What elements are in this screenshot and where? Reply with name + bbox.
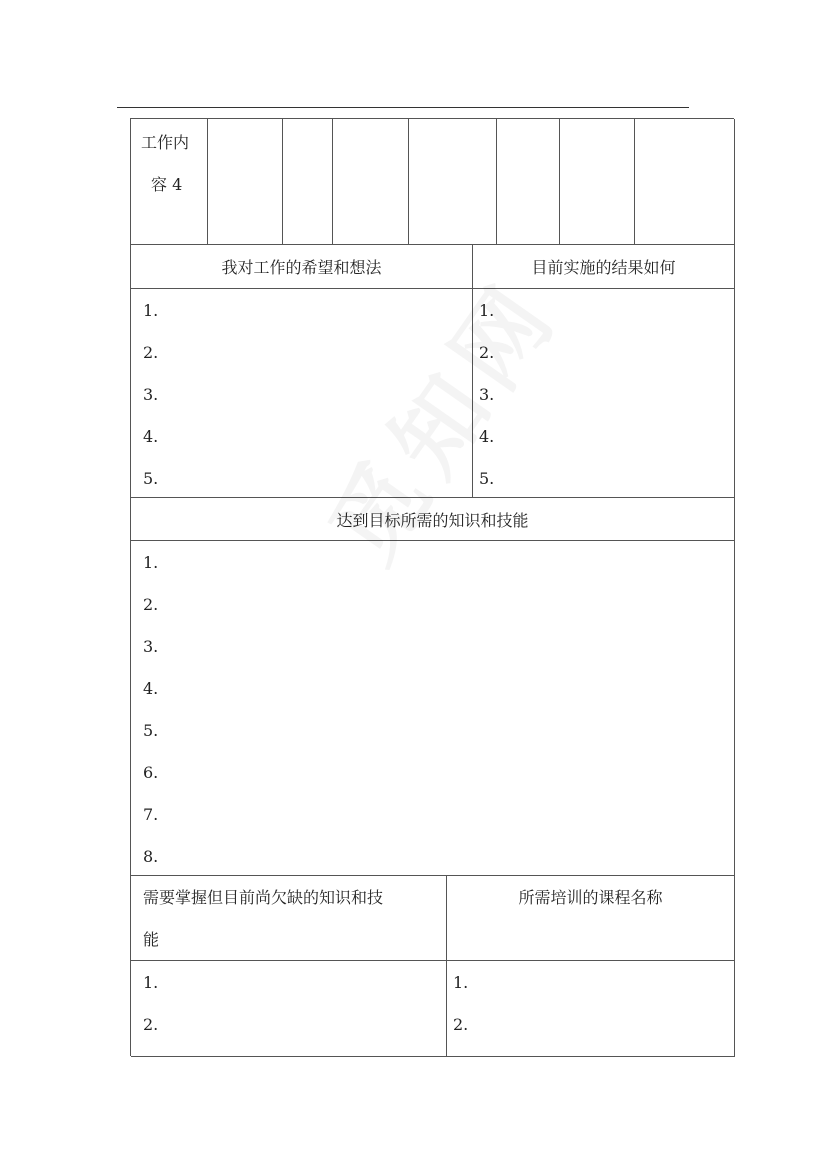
list-item: 7. bbox=[143, 805, 159, 824]
work-content-cell[interactable] bbox=[497, 119, 560, 245]
work-content-cell[interactable] bbox=[333, 119, 409, 245]
work-content-cell[interactable] bbox=[409, 119, 497, 245]
form-table bbox=[130, 118, 734, 1056]
list-item: 1. bbox=[479, 301, 495, 320]
list-item: 2. bbox=[143, 1015, 159, 1034]
hope-items-cell[interactable] bbox=[131, 289, 473, 498]
skills-items-cell[interactable] bbox=[131, 541, 735, 876]
training-courses-header: 所需培训的课程名称 bbox=[518, 888, 663, 907]
list-item: 2. bbox=[143, 343, 159, 362]
work-content-label-cell bbox=[131, 119, 208, 245]
result-items-cell[interactable] bbox=[473, 289, 735, 498]
result-header: 目前实施的结果如何 bbox=[531, 258, 676, 277]
list-item: 5. bbox=[479, 469, 495, 488]
list-item: 4. bbox=[143, 679, 159, 698]
list-item: 1. bbox=[143, 973, 159, 992]
list-item: 5. bbox=[143, 721, 159, 740]
hope-header-cell bbox=[131, 245, 473, 289]
list-item: 2. bbox=[479, 343, 495, 362]
list-item: 8. bbox=[143, 847, 159, 866]
hope-header: 我对工作的希望和想法 bbox=[221, 258, 382, 277]
list-item: 1. bbox=[143, 301, 159, 320]
work-content-cell[interactable] bbox=[208, 119, 283, 245]
work-content-label-line2: 容 4 bbox=[151, 175, 183, 194]
list-item: 1. bbox=[143, 553, 159, 572]
work-content-cell[interactable] bbox=[560, 119, 635, 245]
skills-header: 达到目标所需的知识和技能 bbox=[336, 510, 529, 530]
lacking-skills-items-cell[interactable] bbox=[131, 961, 447, 1057]
work-content-cell[interactable] bbox=[283, 119, 333, 245]
lacking-skills-header-cell bbox=[131, 876, 447, 961]
training-courses-header-cell bbox=[447, 876, 735, 961]
list-item: 3. bbox=[479, 385, 495, 404]
list-item: 1. bbox=[453, 973, 469, 992]
header-rule bbox=[117, 107, 689, 108]
list-item: 6. bbox=[143, 763, 159, 782]
list-item: 3. bbox=[143, 385, 159, 404]
work-content-cell[interactable] bbox=[635, 119, 735, 245]
work-content-label-line1: 工作内 bbox=[141, 133, 190, 152]
list-item: 2. bbox=[453, 1015, 469, 1034]
skills-header-cell bbox=[131, 498, 735, 541]
list-item: 4. bbox=[479, 427, 495, 446]
list-item: 2. bbox=[143, 595, 159, 614]
training-courses-items-cell[interactable] bbox=[447, 961, 735, 1057]
list-item: 3. bbox=[143, 637, 159, 656]
lacking-skills-header-line2: 能 bbox=[143, 930, 160, 949]
list-item: 4. bbox=[143, 427, 159, 446]
lacking-skills-header-line1: 需要掌握但目前尚欠缺的知识和技 bbox=[143, 888, 384, 907]
list-item: 5. bbox=[143, 469, 159, 488]
result-header-cell bbox=[473, 245, 735, 289]
